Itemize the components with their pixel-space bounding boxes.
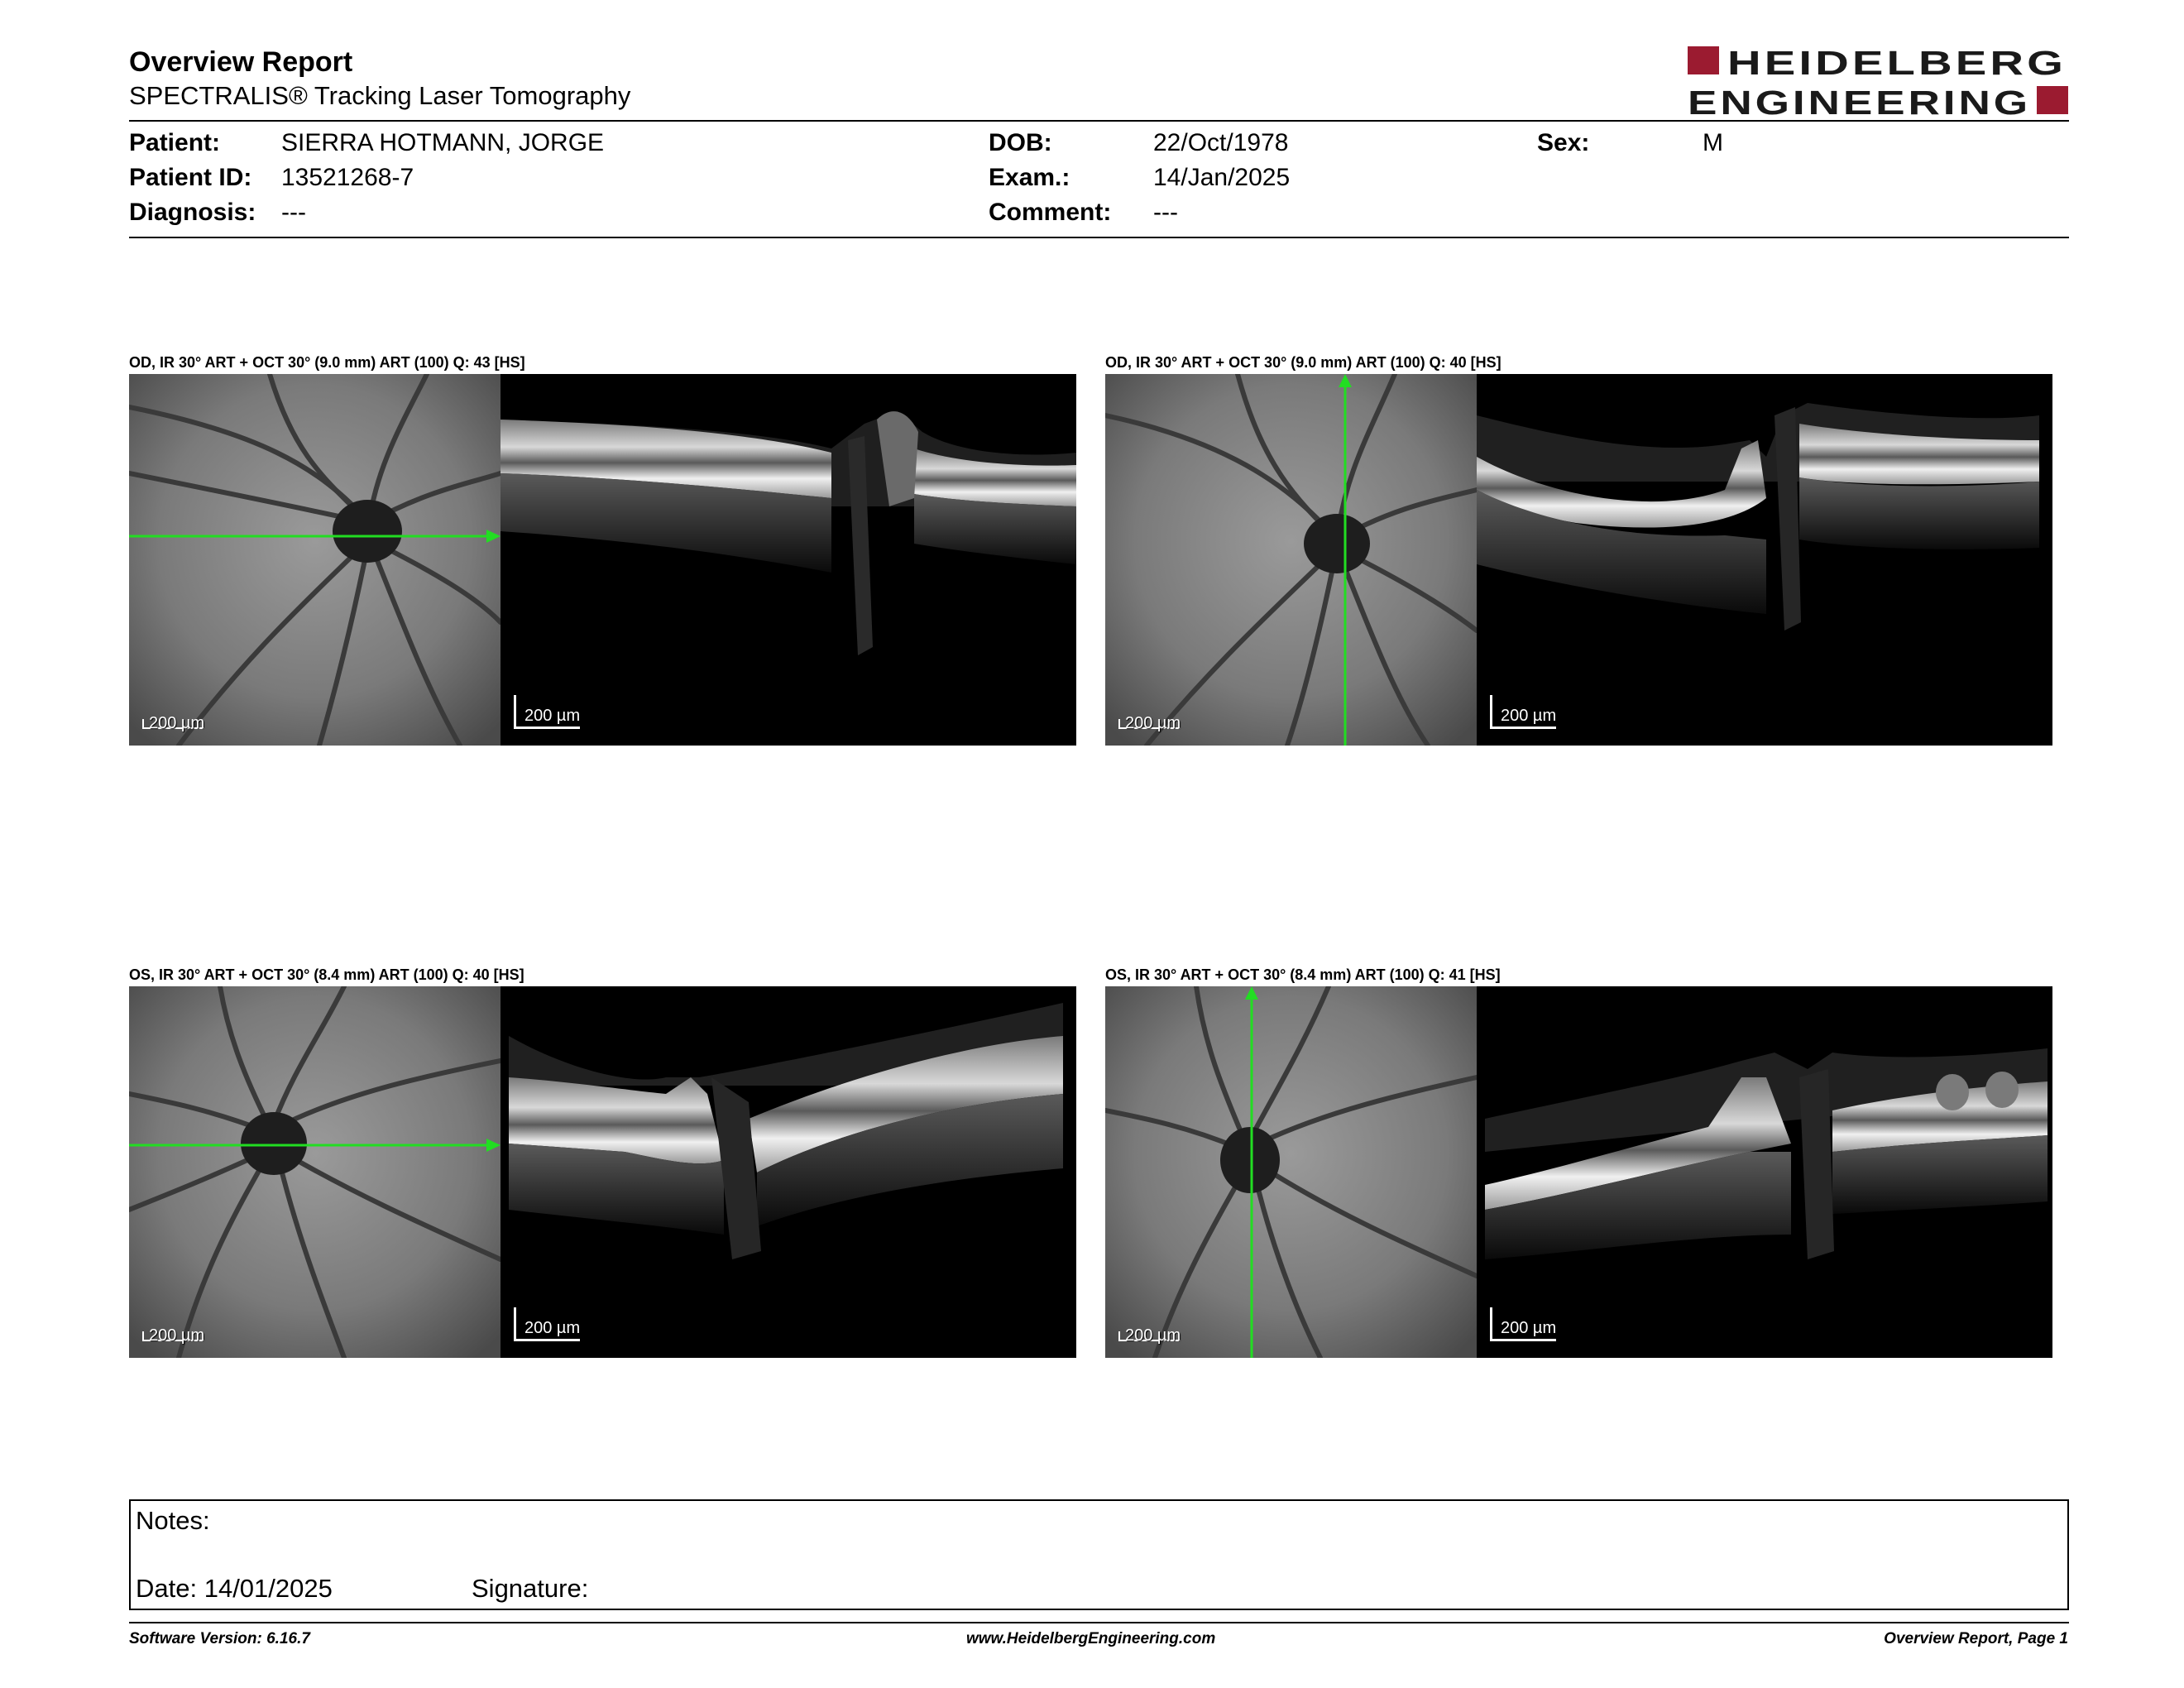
- heidelberg-logo: [1688, 45, 2068, 117]
- diagnosis-label: Diagnosis:: [129, 199, 256, 226]
- comment-label: Comment:: [989, 199, 1112, 226]
- oct-bscan-image: [500, 986, 1076, 1358]
- scan-line-arrow: [129, 374, 500, 746]
- patient-label: Patient:: [129, 129, 221, 156]
- scale-bar: 200 µm: [1490, 1307, 1556, 1341]
- website-link[interactable]: www.HeidelbergEngineering.com: [966, 1630, 1216, 1647]
- scale-bar: 200 µm: [1118, 1331, 1181, 1341]
- exam-value: 14/Jan/2025: [1153, 164, 1291, 191]
- dob-value: 22/Oct/1978: [1153, 129, 1289, 156]
- exam-label: Exam.:: [989, 164, 1070, 191]
- date-label: Date: 14/01/2025: [136, 1574, 333, 1603]
- scan-title: OD, IR 30° ART + OCT 30° (9.0 mm) ART (100) Q: 43 [HS]: [129, 354, 525, 371]
- oct-bscan-image: [1477, 986, 2052, 1358]
- scale-bar: 200 µm: [514, 695, 580, 729]
- scale-bar: 200 µm: [142, 719, 204, 729]
- info-rule: [129, 237, 2069, 238]
- oct-bscan-image: [500, 374, 1076, 746]
- header-rule: [129, 120, 2069, 122]
- dob-label: DOB:: [989, 129, 1052, 156]
- diagnosis-value: ---: [281, 199, 306, 226]
- sex-value: M: [1703, 129, 1723, 156]
- software-version: Software Version: 6.16.7: [129, 1630, 310, 1647]
- ir-fundus-image: [129, 986, 500, 1358]
- scan-title: OS, IR 30° ART + OCT 30° (8.4 mm) ART (100) Q: 40 [HS]: [129, 966, 524, 983]
- scan-line-arrow: [1105, 374, 1477, 746]
- patient-id-label: Patient ID:: [129, 164, 252, 191]
- oct-bscan-image: [1477, 374, 2052, 746]
- footer-rule: [129, 1622, 2069, 1623]
- comment-value: ---: [1153, 199, 1178, 226]
- patient-id-value: 13521268-7: [281, 164, 414, 191]
- scan-line-arrow: [1105, 986, 1477, 1358]
- ir-fundus-image: [1105, 374, 1477, 746]
- report-title: Overview Report: [129, 46, 353, 78]
- signature-label: Signature:: [472, 1574, 589, 1603]
- sex-label: Sex:: [1537, 129, 1590, 156]
- logo-line2: ENGINEERING: [1688, 84, 2031, 117]
- notes-box[interactable]: [129, 1499, 2069, 1610]
- page-number: Overview Report, Page 1: [1884, 1630, 2068, 1647]
- scan-line-arrow: [129, 986, 500, 1358]
- scale-bar: 200 µm: [1118, 719, 1181, 729]
- notes-label: Notes:: [136, 1506, 210, 1535]
- scan-title: OD, IR 30° ART + OCT 30° (9.0 mm) ART (100) Q: 40 [HS]: [1105, 354, 1502, 371]
- scale-bar: 200 µm: [1490, 695, 1556, 729]
- logo-line1: HEIDELBERG: [1727, 45, 2067, 82]
- scale-bar: 200 µm: [142, 1331, 204, 1341]
- scale-bar: 200 µm: [514, 1307, 580, 1341]
- patient-name: SIERRA HOTMANN, JORGE: [281, 129, 605, 156]
- ir-fundus-image: [129, 374, 500, 746]
- scan-title: OS, IR 30° ART + OCT 30° (8.4 mm) ART (100) Q: 41 [HS]: [1105, 966, 1501, 983]
- report-subtitle: SPECTRALIS® Tracking Laser Tomography: [129, 81, 631, 110]
- ir-fundus-image: [1105, 986, 1477, 1358]
